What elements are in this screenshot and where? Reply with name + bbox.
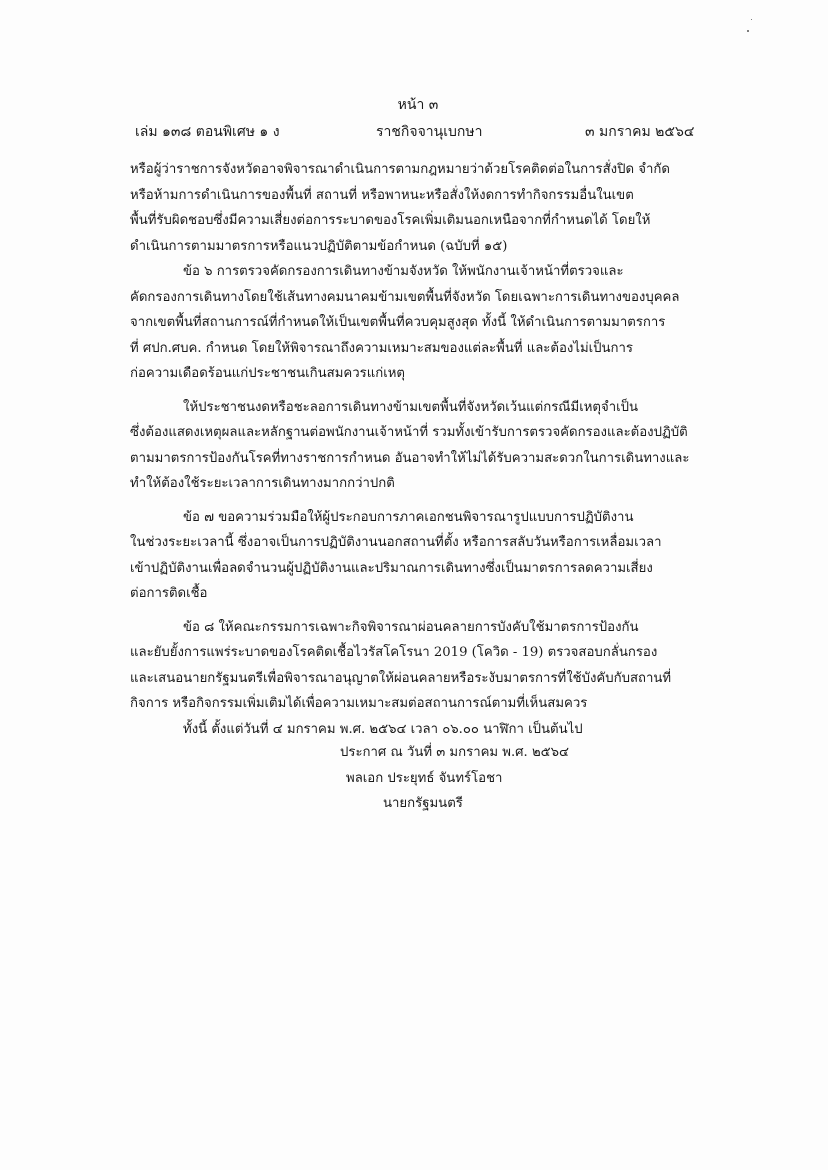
body-line: ดำเนินการตามมาตรการหรือแนวปฏิบัติตามข้อกำหนด (ฉบับที่ ๑๕)	[130, 238, 508, 254]
clause-6-heading: ข้อ ๖ การตรวจคัดกรองการเดินทางข้ามจังหวัด ให้พนักงานเจ้าหน้าที่ตรวจและ	[183, 264, 624, 279]
scan-speck	[751, 19, 752, 20]
effective-date-line: ทั้งนี้ ตั้งแต่วันที่ ๔ มกราคม พ.ศ. ๒๕๖๔ เวลา ๐๖.๐๐ นาฬิกา เป็นต้นไป	[183, 721, 583, 737]
scan-speck	[747, 30, 749, 32]
body-line: และยับยั้งการแพร่ระบาดของโรคติดเชื้อไวรัสโคโรนา 2019 (โควิด - 19) ตรวจสอบกลั่นกรอง	[130, 645, 658, 660]
volume-info: เล่ม ๑๓๘ ตอนพิเศษ ๑ ง	[135, 124, 280, 140]
body-line: เข้าปฏิบัติงานเพื่อลดจำนวนผู้ปฏิบัติงานและปริมาณการเดินทางซึ่งเป็นมาตรการลดความเสี่ยง	[130, 560, 653, 576]
body-line: ทำให้ต้องใช้ระยะเวลาการเดินทางมากกว่าปกติ	[130, 476, 395, 491]
publication-date: ๓ มกราคม ๒๕๖๔	[585, 124, 695, 140]
page-number: หน้า ๓	[397, 97, 439, 113]
body-line: ต่อการติดเชื้อ	[130, 586, 208, 601]
announcement-date: ประกาศ ณ วันที่ ๓ มกราคม พ.ศ. ๒๕๖๔	[340, 745, 569, 760]
signatory-name: พลเอก ประยุทธ์ จันทร์โอชา	[346, 770, 503, 786]
body-line: กิจการ หรือกิจกรรมเพิ่มเติมได้เพื่อความเหมาะสมต่อสถานการณ์ตามที่เห็นสมควร	[130, 696, 588, 711]
body-line: หรือห้ามการดำเนินการของพื้นที่ สถานที่ หรือพาหนะหรือสั่งให้งดการทำกิจกรรมอื่นในเขต	[130, 187, 634, 203]
body-line: และเสนอนายกรัฐมนตรีเพื่อพิจารณาอนุญาตให้ผ่อนคลายหรือระงับมาตรการที่ใช้บังคับกับสถานที่	[130, 670, 672, 686]
body-line: คัดกรองการเดินทางโดยใช้เส้นทางคมนาคมข้ามเขตพื้นที่จังหวัด โดยเฉพาะการเดินทางของบุคคล	[130, 289, 680, 305]
clause-7-heading: ข้อ ๗ ขอความร่วมมือให้ผู้ประกอบการภาคเอกชนพิจารณารูปแบบการปฏิบัติงาน	[183, 509, 634, 525]
body-line: ตามมาตรการป้องกันโรคที่ทางราชการกำหนด อันอาจทำให้ไม่ได้รับความสะดวกในการเดินทางและ	[130, 450, 690, 466]
publication-title: ราชกิจจานุเบกษา	[376, 124, 483, 140]
signature-block	[340, 740, 569, 817]
body-line: ในช่วงระยะเวลานี้ ซึ่งอาจเป็นการปฏิบัติงานนอกสถานที่ตั้ง หรือการสลับวันหรือการเหลื่อมเวลา	[130, 535, 662, 550]
body-line: หรือผู้ว่าราชการจังหวัดอาจพิจารณาดำเนินการตามกฎหมายว่าด้วยโรคติดต่อในการสั่งปิด จำกัด	[130, 162, 670, 177]
body-line: พื้นที่รับผิดชอบซึ่งมีความเสี่ยงต่อการระบาดของโรคเพิ่มเติมนอกเหนือจากที่กำหนดได้ โดยให้	[130, 213, 651, 228]
body-line: ที่ ศปก.ศบค. กำหนด โดยให้พิจารณาถึงความเหมาะสมของแต่ละพื้นที่ และต้องไม่เป็นการ	[130, 340, 634, 356]
clause-8-heading: ข้อ ๘ ให้คณะกรรมการเฉพาะกิจพิจารณาผ่อนคลายการบังคับใช้มาตรการป้องกัน	[183, 619, 639, 635]
body-line: ก่อความเดือดร้อนแก่ประชาชนเกินสมควรแก่เหตุ	[130, 366, 405, 381]
paragraph-start: ให้ประชาชนงดหรือชะลอการเดินทางข้ามเขตพื้นที่จังหวัดเว้นแต่กรณีมีเหตุจำเป็น	[183, 399, 639, 415]
body-line: ซึ่งต้องแสดงเหตุผลและหลักฐานต่อพนักงานเจ้าหน้าที่ รวมทั้งเข้ารับการตรวจคัดกรองและต้องปฏิบัติ	[130, 425, 688, 440]
body-text	[130, 157, 705, 742]
body-line: จากเขตพื้นที่สถานการณ์ที่กำหนดให้เป็นเขตพื้นที่ควบคุมสูงสุด ทั้งนี้ ให้ดำเนินการตามมาตรการ	[130, 315, 666, 330]
signatory-position: นายกรัฐมนตรี	[383, 796, 463, 811]
